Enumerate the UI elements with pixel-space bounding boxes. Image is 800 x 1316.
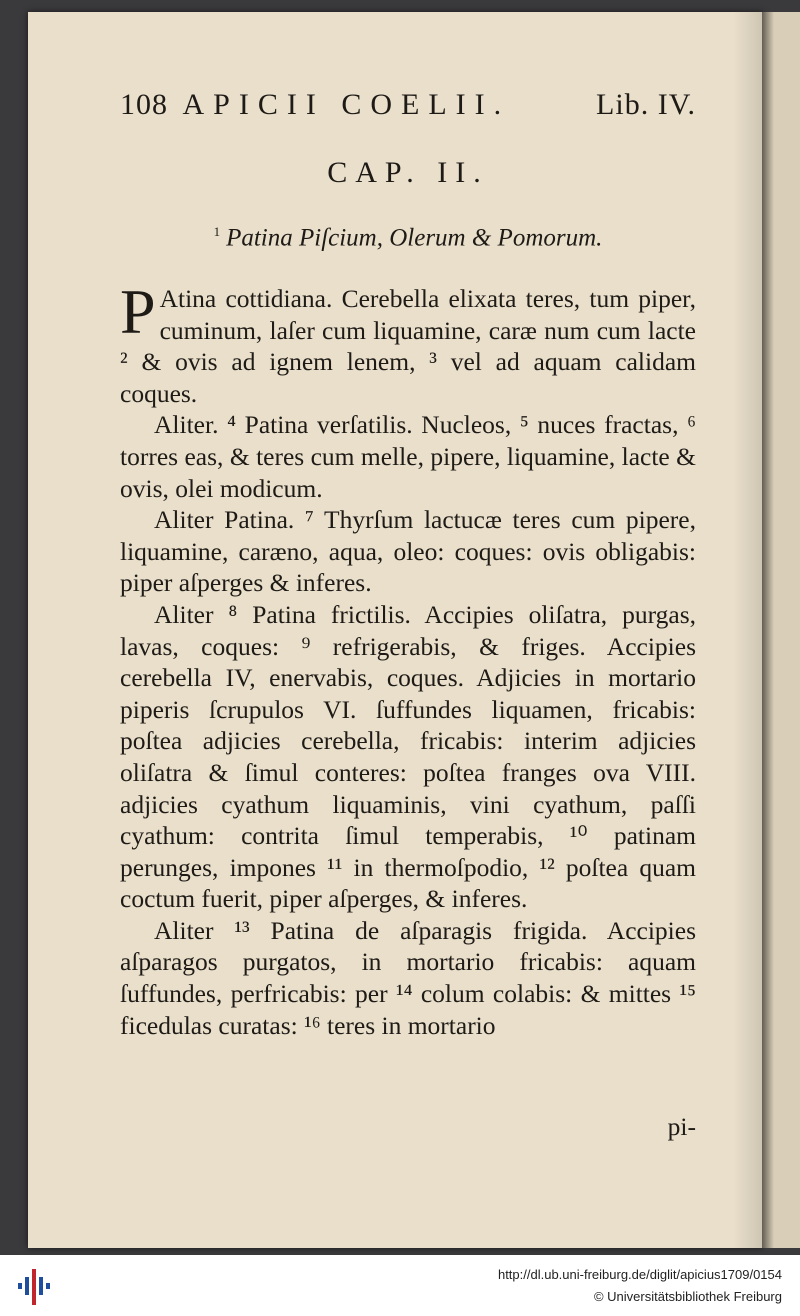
chapter-heading: CAP. II. xyxy=(327,156,489,189)
viewer-footer xyxy=(0,1255,800,1316)
paragraph: Aliter ⁸ Patina frictilis. Accipies oliſatra, purgas, lavas, coques: ⁹ refrigerabis, & friges. Accipies cerebella IV, enervabis, coques. Adjicies in mortario piperis ſcrupulos VI. ſuffundes liquamen, fricabis: poſtea adjicies cerebella, fricabis: interim adjicies oliſatra & ſimul conteres: poſtea franges ova VIII. adjicies cyathum liquaminis, vini cyathum, paſſi cyathum: contrita ſimul temperabis, ¹⁰ patinam perunges, impones ¹¹ in thermoſpodio, ¹² poſtea quam coctum fuerit, piper aſperges, & inferes. xyxy=(120,599,696,914)
catchword: pi- xyxy=(667,1112,696,1141)
copyright-notice: © Universitätsbibliothek Freiburg xyxy=(593,1289,782,1304)
book-number: Lib. IV. xyxy=(596,88,696,121)
footnote-marker: 1 xyxy=(213,224,221,239)
library-logo-icon xyxy=(16,1269,52,1305)
paragraph: Aliter ¹³ Patina de aſparagis frigida. Accipies aſparagos purgatos, in mortario fricabis: aquam ſuffundes, perfricabis: per ¹⁴ colum colabis: & mittes ¹⁵ ficedulas curatas: ¹⁶ teres in mortario xyxy=(120,915,696,1040)
drop-capital: P xyxy=(120,276,156,347)
gutter-shadow xyxy=(762,12,774,1248)
paragraph: P Atina cottidiana. Cerebella elixata teres, tum piper, cuminum, laſer cum liquamine, caræ num cum lacte ² & ovis ad ignem lenem, ³ vel ad aquam calidam coques. xyxy=(120,276,696,408)
paragraph: Aliter. ⁴ Patina verſatilis. Nucleos, ⁵ nuces fractas, ⁶ torres eas, & teres cum melle, pipere, liquamine, lacte & ovis, olei modicum. xyxy=(120,410,696,503)
permalink-url[interactable]: http://dl.ub.uni-freiburg.de/diglit/apicius1709/0154 xyxy=(497,1267,782,1282)
body-text xyxy=(120,276,696,1041)
subtitle-text: Patina Piſcium, Olerum & Pomorum. xyxy=(226,224,603,252)
chapter-subtitle xyxy=(120,224,696,252)
paragraph: Aliter Patina. ⁷ Thyrſum lactucæ teres cum pipere, liquamine, caræno, aqua, oleo: coques: ovis obligabis: piper aſperges & inferes. xyxy=(120,505,696,598)
page-number: 108 xyxy=(120,88,168,121)
running-header xyxy=(120,88,696,122)
running-title: APICII COELII. xyxy=(182,88,511,121)
